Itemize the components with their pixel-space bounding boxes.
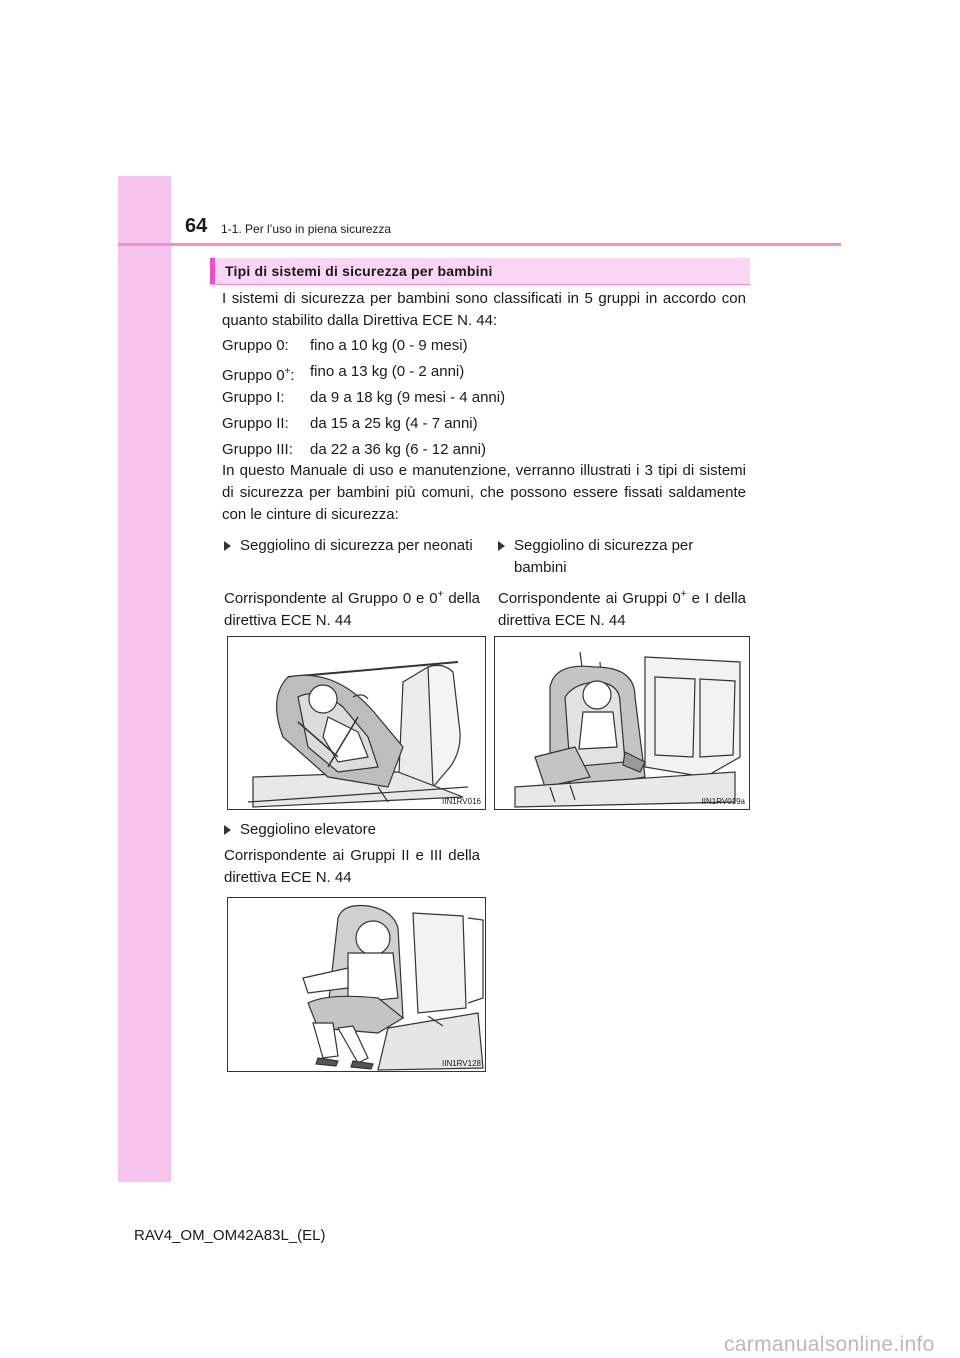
manual-paragraph: In questo Manuale di uso e manutenzione, verranno illustrati i 3 tipi di sistemi di sicurezza per bambini più comuni, che possono essere fissati saldamente con le cinture di sicurezza:	[222, 462, 746, 523]
group-desc: da 9 a 18 kg (9 mesi - 4 anni)	[310, 389, 506, 406]
group-name: Gruppo I:	[222, 389, 285, 406]
group-name	[222, 362, 295, 386]
infant-seat-illustration	[228, 637, 486, 810]
booster-seat-illustration	[228, 898, 486, 1072]
footer-document-code: RAV4_OM_OM42A83L_(EL)	[134, 1227, 326, 1244]
child-seat-illustration	[495, 637, 750, 810]
seat-desc-sup: +	[437, 589, 444, 600]
group-desc: fino a 13 kg (0 - 2 anni)	[310, 363, 465, 380]
intro-paragraph: I sistemi di sicurezza per bambini sono classificati in 5 gruppi in accordo con quanto stabilito dalla Direttiva ECE N. 44:	[222, 290, 746, 329]
figure-infant-seat	[227, 636, 486, 810]
group-name-sup: +	[284, 366, 291, 377]
seat-desc-pre: Corrispondente ai Gruppi 0	[498, 590, 681, 607]
header-rule	[118, 243, 841, 246]
figure-code: IIN1RV019a	[701, 797, 745, 806]
bullet-triangle-icon	[224, 541, 231, 551]
seat-desc-sup: +	[680, 589, 687, 600]
chapter-title: 1-1. Per l’uso in piena sicurezza	[221, 222, 392, 236]
page-number: 64	[185, 215, 208, 237]
figure-child-seat	[494, 636, 750, 810]
figure-booster-seat	[227, 897, 486, 1072]
seat-desc-pre: Corrispondente al Gruppo 0 e 0	[224, 590, 438, 607]
section-heading-label: Tipi di sistemi di sicurezza per bambini	[225, 263, 493, 279]
seat-desc-post: e I della direttiva ECE N. 44	[498, 590, 746, 629]
group-desc: da 22 a 36 kg (6 - 12 anni)	[310, 441, 486, 458]
group-desc: da 15 a 25 kg (4 - 7 anni)	[310, 415, 478, 432]
figure-code: IIN1RV128	[442, 1059, 481, 1068]
seat-type-description	[498, 584, 746, 632]
group-name-suffix: :	[290, 367, 295, 384]
figure-code: IIN1RV016	[442, 797, 481, 806]
group-name-base: Gruppo 0	[222, 367, 285, 384]
section-heading-bar	[210, 258, 215, 284]
bullet-triangle-icon	[224, 825, 231, 835]
seat-type-description	[224, 584, 480, 632]
group-name: Gruppo II:	[222, 415, 289, 432]
group-desc: fino a 10 kg (0 - 9 mesi)	[310, 337, 468, 354]
seat-type-description: Corrispondente ai Gruppi II e III della direttiva ECE N. 44	[224, 847, 480, 886]
group-name: Gruppo III:	[222, 441, 293, 458]
side-band	[118, 176, 171, 1182]
seat-desc-post: della direttiva ECE N. 44	[224, 590, 481, 629]
section-heading	[210, 258, 750, 285]
group-name: Gruppo 0:	[222, 337, 289, 354]
watermark[interactable]: carmanualsonline.info	[724, 1333, 935, 1356]
bullet-triangle-icon	[498, 541, 505, 551]
